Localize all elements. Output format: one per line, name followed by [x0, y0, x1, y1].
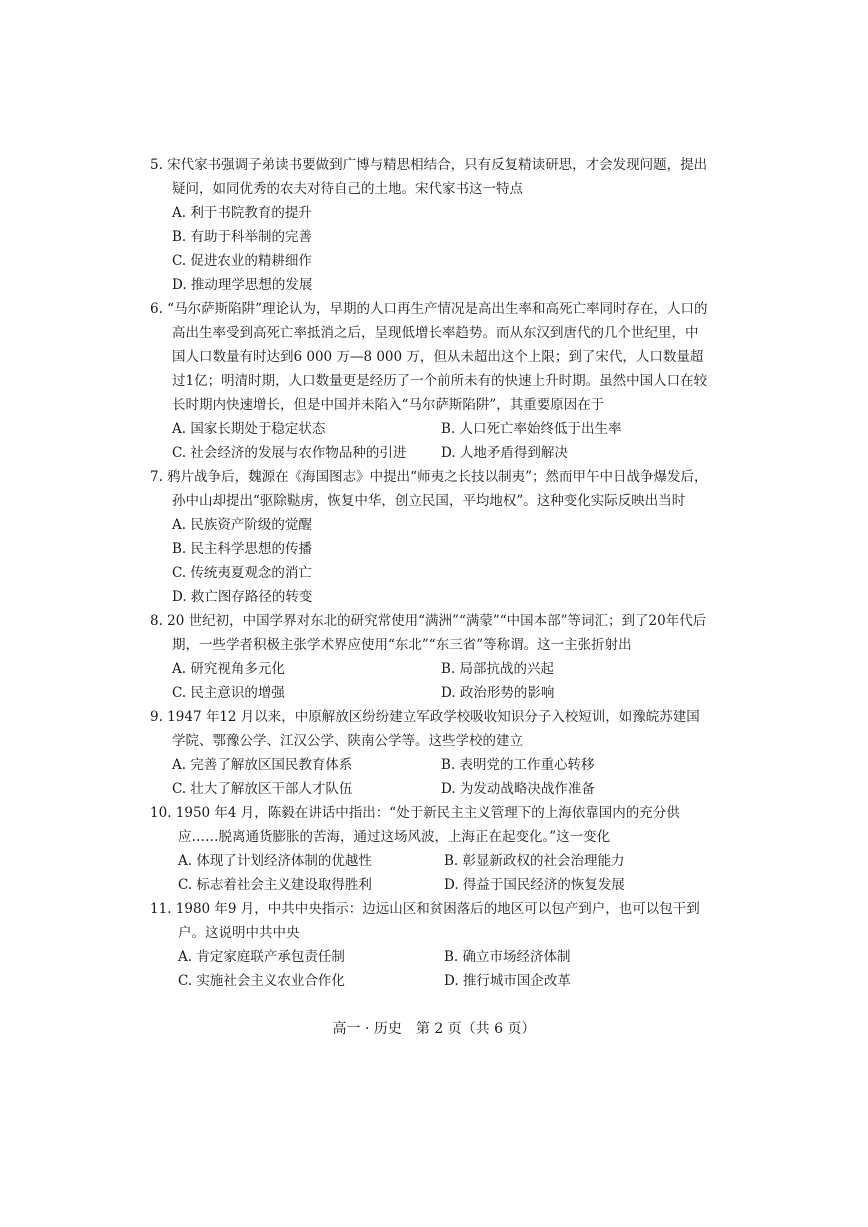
- option-d: D. 救亡图存路径的转变: [172, 589, 313, 605]
- option-d: D. 推动理学思想的发展: [172, 277, 313, 293]
- question-stem: 6. “马尔萨斯陷阱”理论认为，早期的人口再生产情况是高出生率和高死亡率同时存在，人口的高出生率受到高死亡率抵消之后，呈现低增长率趋势。而从东汉到唐代的几个世纪里，中国人口数量有时达到6 000 万—8 000 万，但从未超出这个上限；到了宋代，人口数量超过1亿；明清时期，人口数量更是经历了一个前所未有的快速上升时期。虽然中国人口在较长时期内快速增长，但是中国并未陷入“马尔萨斯陷阱”，其重要原因在于: [150, 301, 708, 413]
- question-stem: 9. 1947 年12 月以来，中原解放区纷纷建立军政学校吸收知识分子入校短训，如豫皖苏建国学院、鄂豫公学、江汉公学、陕南公学等。这些学校的建立: [150, 709, 700, 749]
- option-b: B. 局部抗战的兴起: [441, 661, 555, 677]
- options: [150, 201, 710, 297]
- question-stem: 10. 1950 年4 月，陈毅在讲话中指出：“处于新民主主义管理下的上海依靠国内的充分供应……脱离通货膨胀的苦海，通过这场风波，上海正在起变化。”这一变化: [150, 805, 680, 845]
- option-c: C. 促进农业的精耕细作: [172, 253, 312, 269]
- option-d: D. 推行城市国企改革: [444, 973, 571, 989]
- option-b: B. 民主科学思想的传播: [172, 541, 313, 557]
- options: [150, 945, 710, 993]
- question-10: [150, 801, 710, 897]
- option-b: B. 人口死亡率始终低于出生率: [441, 421, 622, 437]
- option-b: B. 有助于科举制的完善: [172, 229, 313, 245]
- option-a: A. 民族资产阶级的觉醒: [172, 517, 312, 533]
- option-c: C. 社会经济的发展与农作物品种的引进: [172, 445, 407, 461]
- option-c: C. 壮大了解放区干部人才队伍: [172, 781, 353, 797]
- option-d: D. 为发动战略决战作准备: [441, 781, 595, 797]
- option-b: B. 表明党的工作重心转移: [441, 757, 595, 773]
- option-c: C. 民主意识的增强: [172, 685, 285, 701]
- options: [150, 417, 710, 465]
- option-d: D. 得益于国民经济的恢复发展: [444, 877, 625, 893]
- question-8: [150, 609, 710, 705]
- option-d: D. 政治形势的影响: [441, 685, 555, 701]
- option-c: C. 实施社会主义农业合作化: [178, 973, 345, 989]
- options: [150, 513, 710, 609]
- question-list: [150, 153, 710, 993]
- option-a: A. 利于书院教育的提升: [172, 205, 312, 221]
- question-stem: 5. 宋代家书强调子弟读书要做到广博与精思相结合，只有反复精读研思，才会发现问题，提出疑问，如同优秀的农夫对待自己的土地。宋代家书这一特点: [150, 157, 708, 197]
- option-d: D. 人地矛盾得到解决: [441, 445, 568, 461]
- option-a: A. 完善了解放区国民教育体系: [172, 757, 353, 773]
- page-footer: 高一 · 历史 第 2 页（共 6 页）: [332, 1021, 536, 1037]
- question-stem: 11. 1980 年9 月，中共中央指示：边远山区和贫困落后的地区可以包产到户，也可以包干到户。这说明中共中央: [150, 901, 700, 941]
- question-stem: 8. 20 世纪初，中国学界对东北的研究常使用“满洲”“满蒙”“中国本部”等词汇；到了20年代后期，一些学者积极主张学术界应使用“东北”“东三省”等称谓。这一主张折射出: [150, 613, 707, 653]
- option-a: A. 体现了计划经济体制的优越性: [178, 853, 372, 869]
- options: [150, 753, 710, 801]
- option-a: A. 研究视角多元化: [172, 661, 285, 677]
- options: [150, 657, 710, 705]
- option-b: B. 确立市场经济体制: [444, 949, 571, 965]
- question-6: [150, 297, 710, 465]
- options: [150, 849, 710, 897]
- option-c: C. 传统夷夏观念的消亡: [172, 565, 312, 581]
- question-11: [150, 897, 710, 993]
- question-5: [150, 153, 710, 297]
- option-b: B. 彰显新政权的社会治理能力: [444, 853, 625, 869]
- option-c: C. 标志着社会主义建设取得胜利: [178, 877, 372, 893]
- option-a: A. 国家长期处于稳定状态: [172, 421, 326, 437]
- question-7: [150, 465, 710, 609]
- option-a: A. 肯定家庭联产承包责任制: [178, 949, 345, 965]
- question-9: [150, 705, 710, 801]
- question-stem: 7. 鸦片战争后，魏源在《海国图志》中提出“师夷之长技以制夷”；然而甲午中日战争爆发后，孙中山却提出“驱除鞑虏，恢复中华，创立民国，平均地权”。这种变化实际反映出当时: [150, 469, 708, 509]
